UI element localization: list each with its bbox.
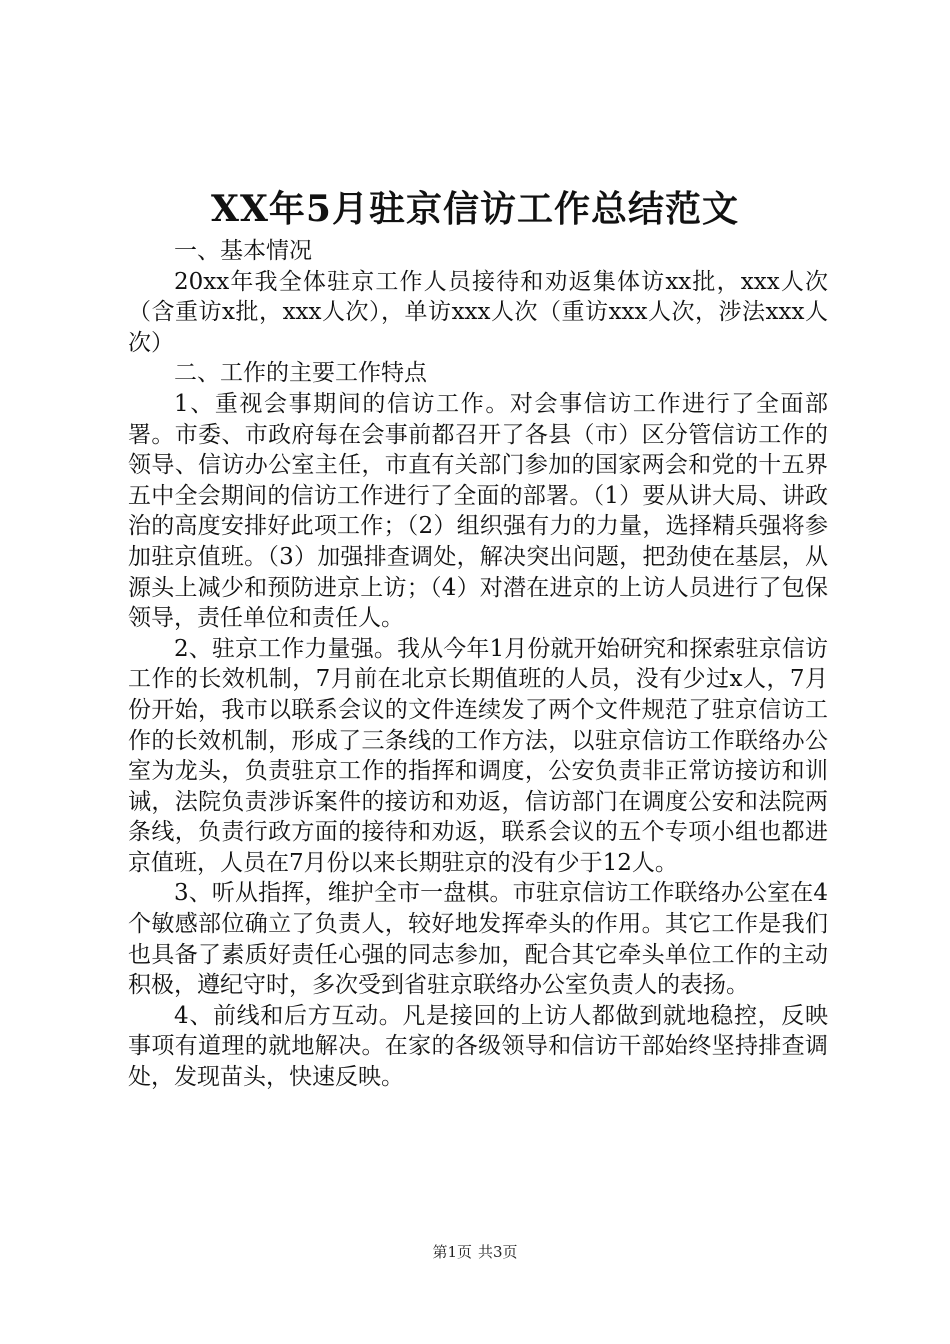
section-heading-features: 二、工作的主要工作特点 [174, 360, 427, 387]
paragraph-basic-stats: 20xx年我全体驻京工作人员接待和劝返集体访xx批，xxx人次（含重访x批，xxx人次），单访xxx人次（重访xxx人次，涉法xxx人次） [128, 268, 828, 356]
paragraph-feature-3: 3、听从指挥，维护全市一盘棋。市驻京信访工作联络办公室在4个敏感部位确立了负责人，较好地发挥牵头的作用。其它工作是我们也具备了素质好责任心强的同志参加，配合其它牵头单位工作的主动积极，遵纪守时，多次受到省驻京联络办公室负责人的表扬。 [128, 880, 828, 999]
section-heading-basic: 一、基本情况 [174, 238, 312, 264]
page-number-total: 共3页 [478, 1243, 518, 1261]
page-footer [0, 1242, 950, 1262]
page-number-current: 第1页 [432, 1243, 472, 1261]
paragraph-feature-4: 4、前线和后方互动。凡是接回的上访人都做到就地稳控，反映事项有道理的就地解决。在家的各级领导和信访干部始终坚持排查调处，发现苗头，快速反映。 [128, 1002, 828, 1091]
document-body [128, 236, 828, 1093]
document-title: XX年5月驻京信访工作总结范文 [211, 188, 739, 230]
paragraph-feature-2: 2、驻京工作力量强。我从今年1月份就开始研究和探索驻京信访工作的长效机制，7月前在北京长期值班的人员，没有少过x人，7月份开始，我市以联系会议的文件连续发了两个文件规范了驻京信访工作的长效机制，形成了三条线的工作方法，以驻京信访工作联络办公室为龙头，负责驻京工作的指挥和调度，公安负责非正常访接访和训诫，法院负责涉诉案件的接访和劝返，信访部门在调度公安和法院两条线，负责行政方面的接待和劝返，联系会议的五个专项小组也都进京值班，人员在7月份以来长期驻京的没有少于12人。 [128, 635, 828, 876]
paragraph-feature-1: 1、重视会事期间的信访工作。对会事信访工作进行了全面部署。市委、市政府每在会事前都召开了各县（市）区分管信访工作的领导、信访办公室主任，市直有关部门参加的国家两会和党的十五界五中全会期间的信访工作进行了全面的部署。（1）要从讲大局、讲政治的高度安排好此项工作；（2）组织强有力的力量，选择精兵强将参加驻京值班。（3）加强排查调处，解决突出问题，把劲使在基层，从源头上减少和预防进京上访；（4）对潜在进京的上访人员进行了包保领导，责任单位和责任人。 [128, 390, 828, 632]
